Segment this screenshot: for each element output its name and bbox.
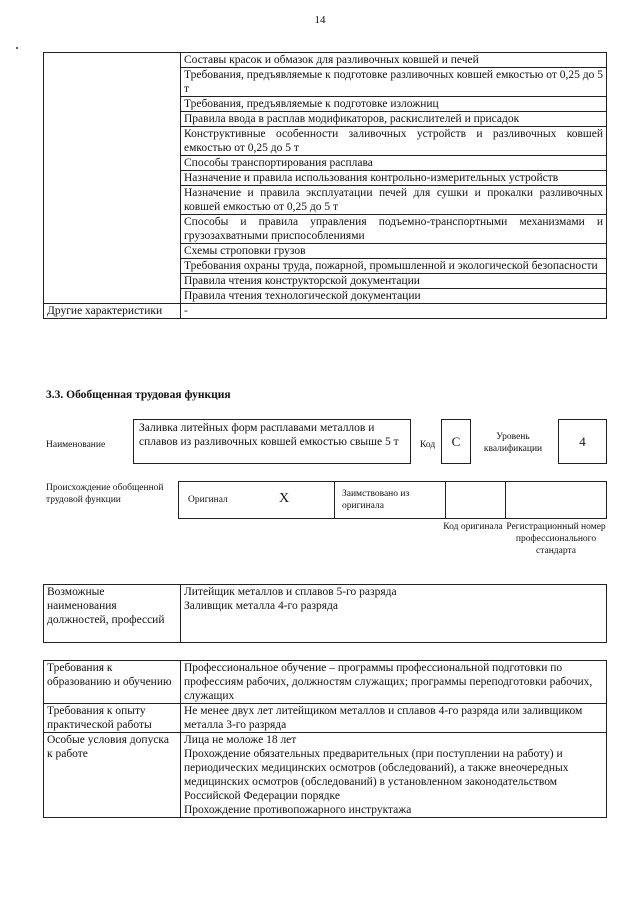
knowledge-item: Правила чтения технологической документации bbox=[181, 289, 607, 304]
level-value: 4 bbox=[579, 434, 586, 449]
requirement-value: Лица не моложе 18 лет bbox=[184, 734, 297, 746]
code-original-label: Код оригинала bbox=[443, 522, 503, 532]
reg-number-label: Регистрационный номер профессионального стандарта bbox=[506, 522, 606, 556]
original-mark: X bbox=[279, 491, 290, 506]
requirement-value: Не менее двух лет литейщиком металлов и сплавов 4-го разряда или заливщиком металла 3-го разряда bbox=[184, 705, 583, 731]
origin-label: Происхождение обобщенной трудовой функции bbox=[46, 483, 164, 505]
requirement-value: Профессиональное обучение – программы профессиональной подготовки по профессиям рабочих, должностям служащих; программы переподготовки рабочих, служащих bbox=[184, 662, 593, 702]
other-value: - bbox=[181, 304, 607, 319]
knowledge-table bbox=[43, 52, 607, 319]
knowledge-item: Конструктивные особенности заливочных устройств и разливочных ковшей емкостью от 0,25 до 5 т bbox=[181, 127, 607, 156]
page-number: 14 bbox=[314, 14, 326, 26]
code-label: Код bbox=[420, 440, 436, 450]
knowledge-item: Требования охраны труда, пожарной, промышленной и экологической безопасности bbox=[181, 259, 607, 274]
positions-label: Возможные наименования должностей, профессий bbox=[44, 585, 181, 643]
requirement-value: Прохождение противопожарного инструктажа bbox=[184, 804, 412, 816]
requirement-label: Требования к образованию и обучению bbox=[44, 661, 181, 704]
knowledge-item: Способы транспортирования расплава bbox=[181, 156, 607, 171]
position-name: Заливщик металла 4-го разряда bbox=[184, 600, 338, 612]
requirement-row bbox=[44, 704, 607, 733]
function-name-value: Заливка литейных форм расплавами металлов и сплавов из разливочных ковшей емкостью свыше 5 т bbox=[139, 422, 399, 448]
requirement-label: Особые условия допуска к работе bbox=[44, 733, 181, 818]
requirement-values bbox=[181, 661, 607, 704]
level-box bbox=[558, 419, 607, 464]
knowledge-item: Требования, предъявляемые к подготовке разливочных ковшей емкостью от 0,25 до 5 т bbox=[181, 68, 607, 97]
other-row bbox=[44, 304, 607, 319]
knowledge-item: Правила ввода в расплав модификаторов, раскислителей и присадок bbox=[181, 112, 607, 127]
knowledge-item: Правила чтения конструкторской документации bbox=[181, 274, 607, 289]
knowledge-item: Назначение и правила эксплуатации печей для сушки и прокалки разливочных ковшей емкостью от 0,25 до 5 т bbox=[181, 186, 607, 215]
origin-grid bbox=[178, 481, 607, 519]
knowledge-item: Составы красок и обмазок для разливочных ковшей и печей bbox=[181, 53, 607, 68]
code-box bbox=[441, 419, 471, 464]
other-label: Другие характеристики bbox=[44, 304, 181, 319]
section-title: 3.3. Обобщенная трудовая функция bbox=[46, 389, 231, 401]
borrowed-label: Заимствовано из оригинала bbox=[342, 489, 410, 511]
requirements-table bbox=[43, 660, 607, 818]
requirement-values bbox=[181, 704, 607, 733]
requirement-value: Прохождение обязательных предварительных (при поступлении на работу) и периодических медицинских осмотров (обследований), а также внеочередных медицинских осмотров (обследований) в установленном законодательством Российской Федерации порядке bbox=[184, 748, 569, 802]
knowledge-row bbox=[44, 53, 607, 68]
level-label: Уровень квалификации bbox=[483, 432, 543, 454]
code-value: C bbox=[451, 434, 461, 449]
knowledge-item: Схемы строповки грузов bbox=[181, 244, 607, 259]
requirement-label: Требования к опыту практической работы bbox=[44, 704, 181, 733]
positions-table bbox=[43, 584, 607, 643]
name-label: Наименование bbox=[46, 440, 106, 450]
scan-dot bbox=[16, 47, 18, 49]
positions-values bbox=[181, 585, 607, 643]
position-name: Литейщик металлов и сплавов 5-го разряда bbox=[184, 586, 397, 598]
function-name-box bbox=[133, 419, 411, 464]
knowledge-item: Требования, предъявляемые к подготовке изложниц bbox=[181, 97, 607, 112]
knowledge-label-cell bbox=[44, 53, 181, 304]
knowledge-item: Назначение и правила использования контрольно-измерительных устройств bbox=[181, 171, 607, 186]
requirement-row bbox=[44, 661, 607, 704]
requirement-row bbox=[44, 733, 607, 818]
requirement-values bbox=[181, 733, 607, 818]
original-label: Оригинал bbox=[188, 495, 228, 505]
knowledge-item: Способы и правила управления подъемно-транспортными механизмами и грузозахватными приспособлениями bbox=[181, 215, 607, 244]
